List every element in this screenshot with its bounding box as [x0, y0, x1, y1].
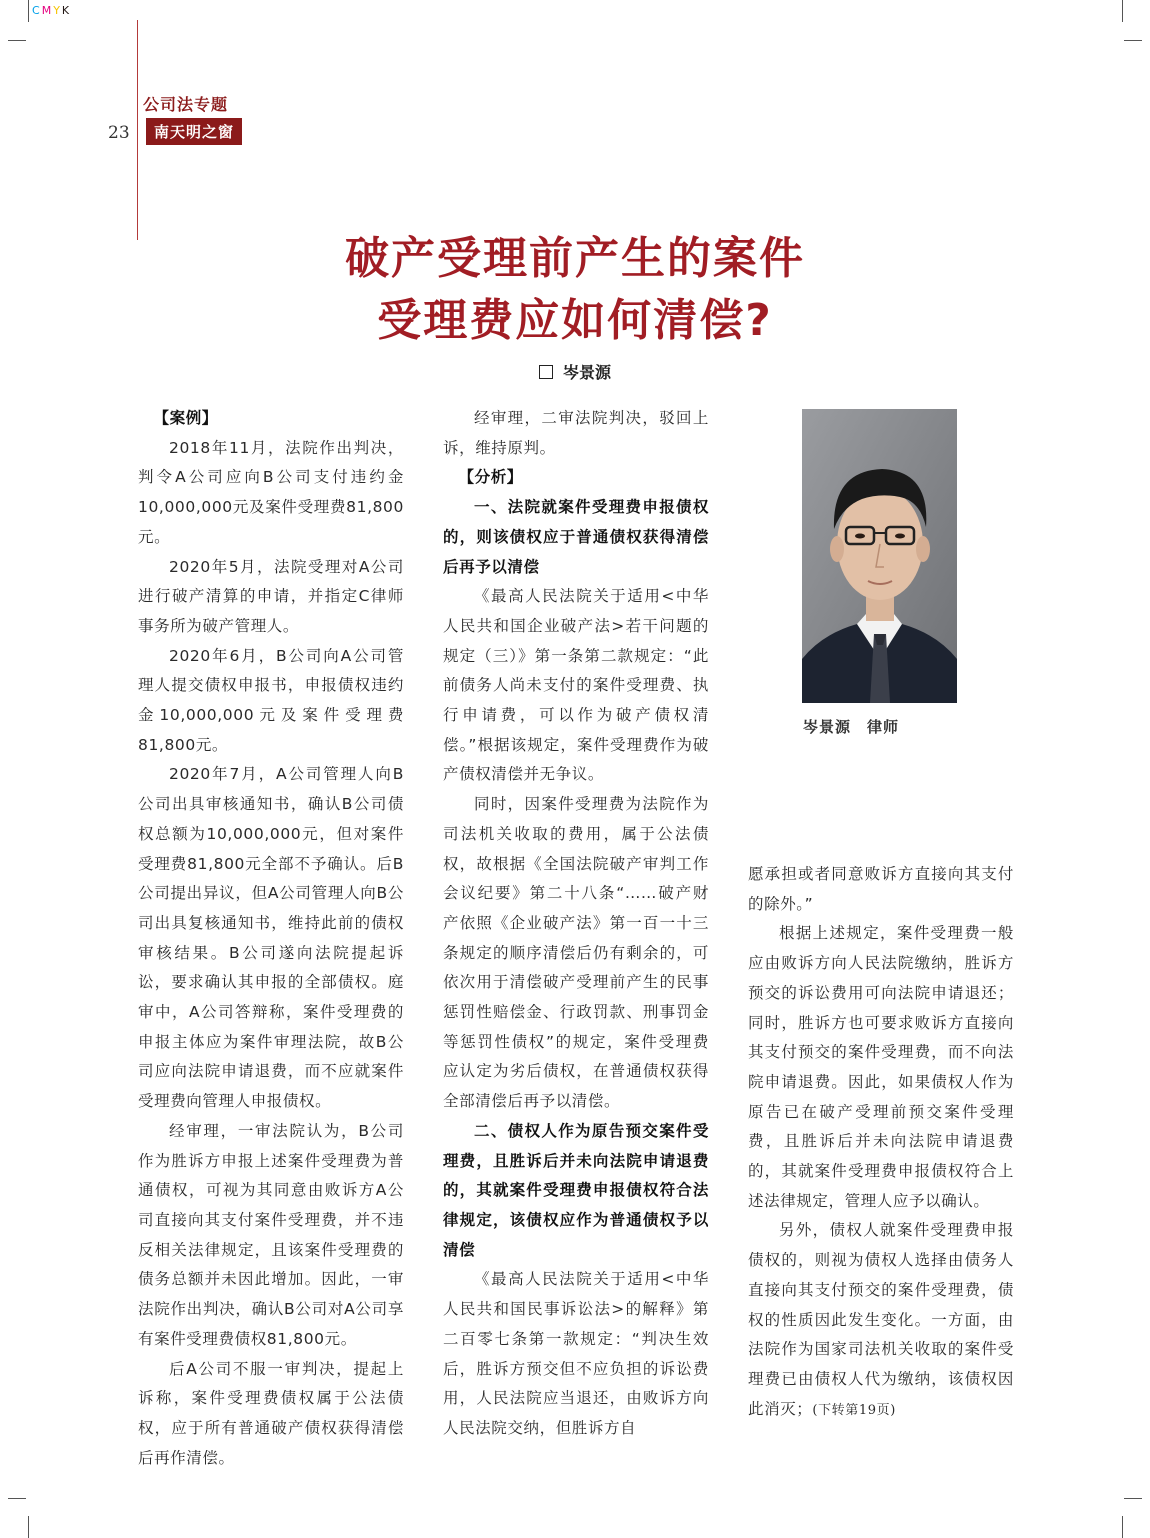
- heading-analysis: 【分析】: [458, 468, 523, 487]
- crop-mark: [1124, 1498, 1142, 1499]
- text-column-2: [443, 404, 709, 1444]
- subheading-2: 二、债权人作为原告预交案件受理费，且胜诉后并未向法院申请退费的，其就案件受理费申报债权符合法律规定，该债权应作为普通债权予以清偿: [443, 1121, 709, 1259]
- crop-mark: [8, 40, 26, 41]
- column-name-badge: 南天明之窗: [146, 118, 242, 145]
- continue-note: (下转第19页): [812, 1402, 896, 1418]
- crop-mark: [28, 0, 29, 22]
- article-title-line-1: 破产受理前产生的案件: [345, 233, 805, 284]
- paragraph: 同时，因案件受理费为法院作为司法机关收取的费用，属于公法债权，故根据《全国法院破产审判工作会议纪要》第二十八条“……破产财产依照《企业破产法》第一百一十三条规定的顺序清偿后仍有剩余的，可依次用于清偿破产受理前产生的民事惩罚性赔偿金、行政罚款、刑事罚金等惩罚性债权”的规定，案件受理费应认定为劣后债权，在普通债权获得全部清偿后再予以清偿。: [443, 795, 709, 1111]
- paragraph: 经审理，二审法院判决，驳回上诉，维持原判。: [443, 409, 709, 457]
- crop-mark: [28, 1516, 29, 1538]
- paragraph: 愿承担或者同意败诉方直接向其支付的除外。”: [748, 865, 1014, 913]
- cmyk-m: M: [41, 4, 54, 17]
- page-number: 23: [108, 123, 130, 143]
- article-title-line-2: 受理费应如何清偿?: [377, 295, 773, 346]
- cmyk-k: K: [61, 4, 72, 17]
- byline: [0, 360, 1150, 383]
- text-column-3: [748, 860, 1014, 1425]
- cmyk-c: C: [32, 4, 42, 17]
- photo-caption: 岑景源 律师: [803, 718, 900, 736]
- crop-mark: [1124, 40, 1142, 41]
- cmyk-registration-label: [32, 4, 71, 17]
- paragraph-text: 另外，债权人就案件受理费申报债权的，则视为债权人选择由债务人直接向其支付预交的案件受理费，债权的性质因此发生变化。一方面，由法院作为国家司法机关收取的案件受理费已由债权人代为缴纳，该债权因此消灭；: [748, 1221, 1014, 1418]
- crop-mark: [1122, 1516, 1123, 1538]
- paragraph: 2020年6月，B公司向A公司管理人提交债权申报书，申报债权违约金10,000,000元及案件受理费81,800元。: [138, 646, 404, 754]
- paragraph: 《最高人民法院关于适用<中华人民共和国企业破产法>若干问题的规定（三）》第一条第二款规定：“此前债务人尚未支付的案件受理费、执行申请费，可以作为破产债权清偿。”根据该规定，案件受理费作为破产债权清偿并无争议。: [443, 587, 709, 784]
- crop-mark: [8, 1498, 26, 1499]
- paragraph: 2020年5月，法院受理对A公司进行破产清算的申请，并指定C律师事务所为破产管理人。: [138, 557, 404, 635]
- text-column-1: [138, 404, 404, 1473]
- subheading-1: 一、法院就案件受理费申报债权的，则该债权应于普通债权获得清偿后再予以清偿: [443, 498, 709, 576]
- crop-mark: [1122, 0, 1123, 22]
- paragraph: 《最高人民法院关于适用<中华人民共和国民事诉讼法>的解释》第二百零七条第一款规定：“判决生效后，胜诉方预交但不应负担的诉讼费用，人民法院应当退还，由败诉方向人民法院交纳，但胜诉方自: [443, 1270, 709, 1437]
- author-photo: [802, 409, 957, 703]
- square-icon: [539, 365, 553, 379]
- paragraph: 经审理，一审法院认为，B公司作为胜诉方申报上述案件受理费为普通债权，可视为其同意由败诉方A公司直接向其支付案件受理费，并不违反相关法律规定，且该案件受理费的债务总额并未因此增加。因此，一审法院作出判决，确认B公司对A公司享有案件受理费债权81,800元。: [138, 1121, 404, 1348]
- section-title: 公司法专题: [143, 95, 229, 114]
- cmyk-y: Y: [53, 4, 62, 17]
- author-name: 岑景源: [562, 363, 611, 382]
- paragraph: 2018年11月，法院作出判决，判令A公司应向B公司支付违约金10,000,000元及案件受理费81,800元。: [138, 438, 404, 546]
- paragraph: 根据上述规定，案件受理费一般应由败诉方向人民法院缴纳，胜诉方预交的诉讼费用可向法院申请退还；同时，胜诉方也可要求败诉方直接向其支付预交的案件受理费，而不向法院申请退费。因此，如果债权人作为原告已在破产受理前预交案件受理费，且胜诉后并未向法院申请退费的，其就案件受理费申报债权符合上述法律规定，管理人应予以确认。: [748, 924, 1014, 1210]
- paragraph: [748, 1216, 1014, 1425]
- author-portrait-image: [802, 409, 957, 703]
- heading-case: 【案例】: [153, 409, 218, 427]
- header-vertical-rule: [137, 20, 138, 240]
- paragraph: 2020年7月，A公司管理人向B公司出具审核通知书，确认B公司债权总额为10,000,000元，但对案件受理费81,800元全部不予确认。后B公司提出异议，但A公司管理人向B公司出具复核通知书，维持此前的债权审核结果。B公司遂向法院提起诉讼，要求确认其申报的全部债权。庭审中，A公司答辩称，案件受理费的申报主体应为案件审理法院，故B公司应向法院申请退费，而不应就案件受理费向管理人申报债权。: [138, 765, 404, 1111]
- paragraph: 后A公司不服一审判决，提起上诉称，案件受理费债权属于公法债权，应于所有普通破产债权获得清偿后再作清偿。: [138, 1359, 404, 1467]
